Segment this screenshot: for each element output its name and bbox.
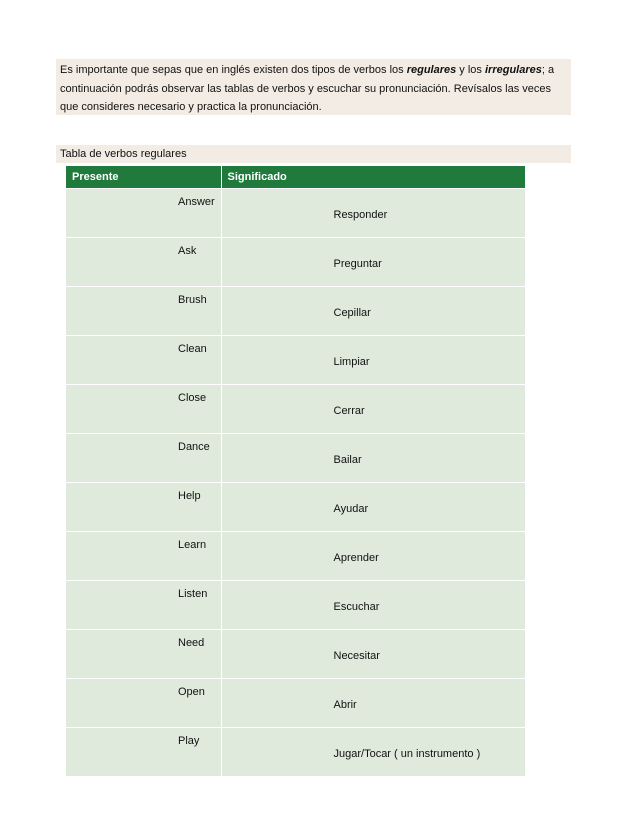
present-verb: Help xyxy=(178,490,201,502)
meaning-text: Bailar xyxy=(333,454,362,466)
meaning-cell xyxy=(221,287,525,336)
intro-text-2: y los xyxy=(456,64,485,76)
present-verb: Play xyxy=(178,735,200,747)
intro-text-3: ; a continuación podrás observar las tablas de verbos y escuchar su pronunciación. Revísalos las veces que consideres necesario y practica la pronunciación. xyxy=(60,64,555,113)
meaning-cell xyxy=(221,336,525,385)
meaning-cell xyxy=(221,728,525,777)
table-row xyxy=(66,483,525,532)
meaning-text: Preguntar xyxy=(333,258,382,270)
table-row xyxy=(66,630,525,679)
present-cell xyxy=(66,679,221,728)
present-verb: Learn xyxy=(178,539,207,551)
meaning-text: Cepillar xyxy=(333,307,371,319)
table-row xyxy=(66,238,525,287)
present-cell xyxy=(66,532,221,581)
meaning-cell xyxy=(221,189,525,238)
table-row xyxy=(66,189,525,238)
present-cell xyxy=(66,385,221,434)
intro-emphasis-irregulares: irregulares xyxy=(484,64,542,76)
present-cell xyxy=(66,581,221,630)
present-cell xyxy=(66,483,221,532)
table-row xyxy=(66,532,525,581)
meaning-cell xyxy=(221,238,525,287)
table-row xyxy=(66,385,525,434)
intro-text-1: Es importante que sepas que en inglés existen dos tipos de verbos los xyxy=(60,64,407,76)
table-row xyxy=(66,336,525,385)
meaning-text: Jugar/Tocar ( un instrumento ) xyxy=(333,748,481,760)
meaning-cell xyxy=(221,630,525,679)
meaning-text: Aprender xyxy=(333,552,379,564)
present-cell xyxy=(66,630,221,679)
present-verb: Listen xyxy=(178,588,208,600)
present-cell xyxy=(66,238,221,287)
meaning-cell xyxy=(221,483,525,532)
table-row xyxy=(66,679,525,728)
present-verb: Dance xyxy=(178,441,210,453)
table-row xyxy=(66,581,525,630)
intro-paragraph xyxy=(56,59,571,115)
intro-emphasis-regulares: regulares xyxy=(406,64,457,76)
meaning-cell xyxy=(221,532,525,581)
present-verb: Clean xyxy=(178,343,207,355)
present-verb: Close xyxy=(178,392,207,404)
meaning-text: Ayudar xyxy=(333,503,369,515)
present-cell xyxy=(66,287,221,336)
present-cell xyxy=(66,189,221,238)
meaning-text: Responder xyxy=(333,209,388,221)
meaning-text: Cerrar xyxy=(333,405,365,417)
present-verb: Brush xyxy=(178,294,207,306)
table-row xyxy=(66,434,525,483)
table-caption: Tabla de verbos regulares xyxy=(56,145,571,163)
present-verb: Need xyxy=(178,637,205,649)
present-cell xyxy=(66,434,221,483)
meaning-text: Necesitar xyxy=(333,650,380,662)
meaning-cell xyxy=(221,385,525,434)
meaning-cell xyxy=(221,581,525,630)
meaning-text: Limpiar xyxy=(333,356,370,368)
present-cell xyxy=(66,336,221,385)
meaning-text: Abrir xyxy=(333,699,357,711)
present-verb: Answer xyxy=(178,196,215,208)
meaning-text: Escuchar xyxy=(333,601,380,613)
meaning-cell xyxy=(221,679,525,728)
column-header-significado: Significado xyxy=(221,166,525,189)
meaning-cell xyxy=(221,434,525,483)
table-header-row xyxy=(66,166,525,189)
present-verb: Ask xyxy=(178,245,197,257)
regular-verbs-table xyxy=(66,166,525,776)
table-row xyxy=(66,728,525,777)
table-row xyxy=(66,287,525,336)
present-cell xyxy=(66,728,221,777)
column-header-presente: Presente xyxy=(66,166,221,189)
present-verb: Open xyxy=(178,686,205,698)
